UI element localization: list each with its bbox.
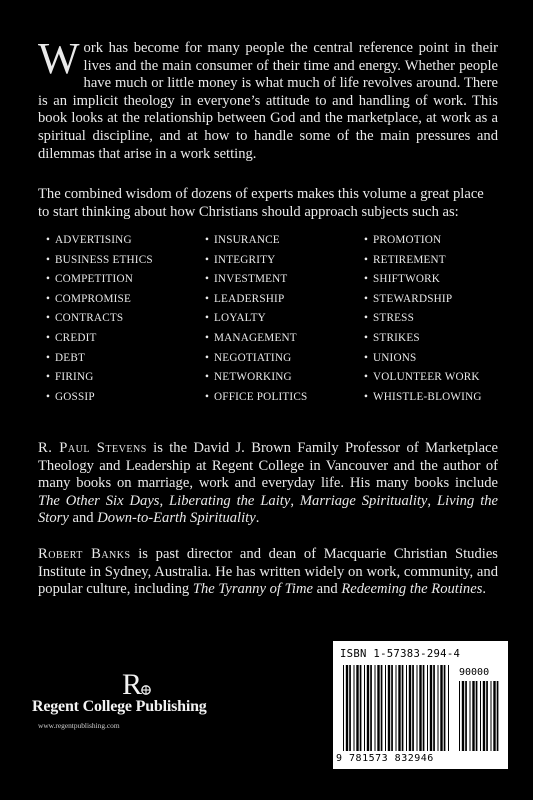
bullet-icon: • — [205, 371, 210, 384]
barcode-bar — [346, 665, 348, 751]
author-name: R. Paul Stevens — [38, 440, 147, 456]
topic-item: • CREDIT — [46, 329, 196, 349]
drop-cap: W — [38, 34, 80, 83]
intro-paragraph — [38, 34, 498, 163]
topic-item: • NEGOTIATING — [205, 349, 355, 369]
barcode-bar — [354, 665, 355, 751]
barcode-bar — [385, 665, 386, 751]
barcode-bar — [367, 665, 369, 751]
topic-item: • VOLUNTEER WORK — [364, 368, 514, 388]
barcode-bar — [497, 681, 499, 751]
topic-item: • FIRING — [46, 368, 196, 388]
publisher-name: Regent College Publishing — [32, 698, 207, 715]
topic-item: • BUSINESS ETHICS — [46, 251, 196, 271]
topic-item: • SHIFTWORK — [364, 270, 514, 290]
isbn-label: ISBN 1-57383-294-4 — [340, 648, 461, 660]
bullet-icon: • — [205, 312, 210, 325]
lead-paragraph: The combined wisdom of dozens of experts makes this volume a great place to start thinking about how Christians should approach subjects such as: — [38, 186, 484, 220]
bullet-icon: • — [46, 390, 51, 403]
barcode-bar — [388, 665, 390, 751]
topic-item: • STEWARDSHIP — [364, 290, 514, 310]
isbn-barcode — [333, 641, 508, 769]
barcode-digits: 9 781573 832946 — [336, 753, 434, 764]
intro-text: ork has become for many people the central reference point in their lives and the main consumer of their time and energy. Whether people have much or little money is what much of life revolves around. There is an implicit theology in everyone’s attitude to and handling of work. This book looks at the relationship between God and the marketplace, at work as a spiritual discipline, and at how to handle some of the main pressures and dilemmas that arise in a work setting. — [38, 40, 498, 162]
barcode-bar — [433, 665, 435, 751]
bullet-icon: • — [46, 312, 51, 325]
barcode-bar — [381, 665, 383, 751]
bullet-icon: • — [205, 390, 210, 403]
barcode-bar — [370, 665, 372, 751]
topic-item: • PROMOTION — [364, 231, 514, 251]
barcode-bar — [377, 665, 379, 751]
barcode-bar — [459, 681, 460, 751]
topic-column-1 — [46, 231, 196, 407]
barcode-bar — [391, 665, 393, 751]
bullet-icon: • — [46, 351, 51, 364]
barcode-bar — [440, 665, 442, 751]
topic-item: • STRESS — [364, 309, 514, 329]
topic-item: • STRIKES — [364, 329, 514, 349]
barcode-bar — [398, 665, 400, 751]
bullet-icon: • — [46, 292, 51, 305]
book-title: Liberating the Laity — [169, 492, 291, 509]
bullet-icon: • — [364, 273, 369, 286]
barcode-bar — [462, 681, 464, 751]
barcode-bar — [375, 665, 376, 751]
topic-item: • INTEGRITY — [205, 251, 355, 271]
barcode-bar — [444, 665, 446, 751]
barcode-bar — [402, 665, 404, 751]
bullet-icon: • — [205, 292, 210, 305]
barcode-bar — [486, 681, 488, 751]
barcode-bar — [448, 665, 449, 751]
topic-item: • COMPETITION — [46, 270, 196, 290]
barcode-bar — [476, 681, 478, 751]
topic-item: • RETIREMENT — [364, 251, 514, 271]
barcode-bar — [470, 681, 471, 751]
bullet-icon: • — [364, 390, 369, 403]
author-name: Robert Banks — [38, 546, 131, 562]
bullet-icon: • — [364, 292, 369, 305]
book-title: Living the Story — [38, 492, 499, 527]
topic-item: • UNIONS — [364, 349, 514, 369]
barcode-bar — [409, 665, 411, 751]
topic-item: • GOSSIP — [46, 388, 196, 408]
bullet-icon: • — [364, 331, 369, 344]
barcode-bar — [349, 665, 351, 751]
barcode-bar — [465, 681, 467, 751]
topic-item: • COMPROMISE — [46, 290, 196, 310]
topic-item: • INVESTMENT — [205, 270, 355, 290]
barcode-bar — [343, 665, 344, 751]
book-title: The Tyranny of Time — [192, 581, 313, 598]
topic-column-2 — [205, 231, 355, 407]
author-bio-stevens: R. Paul Stevens is the David J. Brown Family Professor of Marketplace Theology and Leadership at Regent College in Vancouver and the author of many books on marriage, work and everyday life. His many books include The Other Six Days, Liberating the Laity, Marriage Spirituality, Living the Story and Down-to-Earth Spirituality. — [38, 440, 499, 527]
price-code: 90000 — [459, 667, 490, 678]
topic-item: • NETWORKING — [205, 368, 355, 388]
bullet-icon: • — [364, 371, 369, 384]
barcode-bar — [396, 665, 397, 751]
barcode-graphic — [333, 641, 508, 769]
topic-item: • CONTRACTS — [46, 309, 196, 329]
barcode-bar — [493, 681, 495, 751]
publisher-url: www.regentpublishing.com — [38, 721, 120, 730]
topic-item: • LEADERSHIP — [205, 290, 355, 310]
barcode-bar — [419, 665, 421, 751]
topic-item: • WHISTLE-BLOWING — [364, 388, 514, 408]
barcode-bar — [427, 665, 428, 751]
bullet-icon: • — [205, 331, 210, 344]
bullet-icon: • — [364, 351, 369, 364]
svg-text:R: R — [122, 668, 143, 698]
barcode-bar — [483, 681, 485, 751]
book-title: Marriage Spirituality — [299, 492, 428, 509]
barcode-bar — [430, 665, 432, 751]
bullet-icon: • — [46, 253, 51, 266]
barcode-bar — [412, 665, 414, 751]
bullet-icon: • — [205, 351, 210, 364]
barcode-bar — [472, 681, 474, 751]
bullet-icon: • — [46, 331, 51, 344]
topic-item: • ADVERTISING — [46, 231, 196, 251]
bullet-icon: • — [205, 234, 210, 246]
barcode-bar — [438, 665, 439, 751]
book-title: Redeeming the Routines — [341, 581, 483, 598]
book-title: The Other Six Days — [38, 492, 160, 509]
barcode-bar — [360, 665, 362, 751]
bullet-icon: • — [205, 253, 210, 266]
topic-item: • MANAGEMENT — [205, 329, 355, 349]
author-bio-banks: Robert Banks is past director and dean of Macquarie Christian Studies Institute in Sydney, Australia. He has written widely on work, community, and popular culture, including The Tyranny of Time and Redeeming the Routines. — [38, 546, 498, 598]
barcode-bar — [406, 665, 407, 751]
barcode-bar — [480, 681, 481, 751]
topic-column-3 — [364, 231, 514, 407]
publisher-logo-icon — [120, 668, 160, 698]
topic-item: • LOYALTY — [205, 309, 355, 329]
book-title: Down-to-Earth Spirituality — [97, 510, 256, 527]
bullet-icon: • — [205, 273, 210, 286]
bullet-icon: • — [46, 371, 51, 384]
bullet-icon: • — [364, 253, 369, 266]
barcode-bar — [417, 665, 418, 751]
bullet-icon: • — [46, 234, 51, 246]
bullet-icon: • — [46, 273, 51, 286]
topic-item: • OFFICE POLITICS — [205, 388, 355, 408]
barcode-bar — [491, 681, 492, 751]
bullet-icon: • — [364, 312, 369, 325]
topic-item: • DEBT — [46, 349, 196, 369]
barcode-bar — [364, 665, 365, 751]
bullet-icon: • — [364, 234, 369, 246]
barcode-bar — [423, 665, 425, 751]
topic-item: • INSURANCE — [205, 231, 355, 251]
barcode-bar — [356, 665, 358, 751]
